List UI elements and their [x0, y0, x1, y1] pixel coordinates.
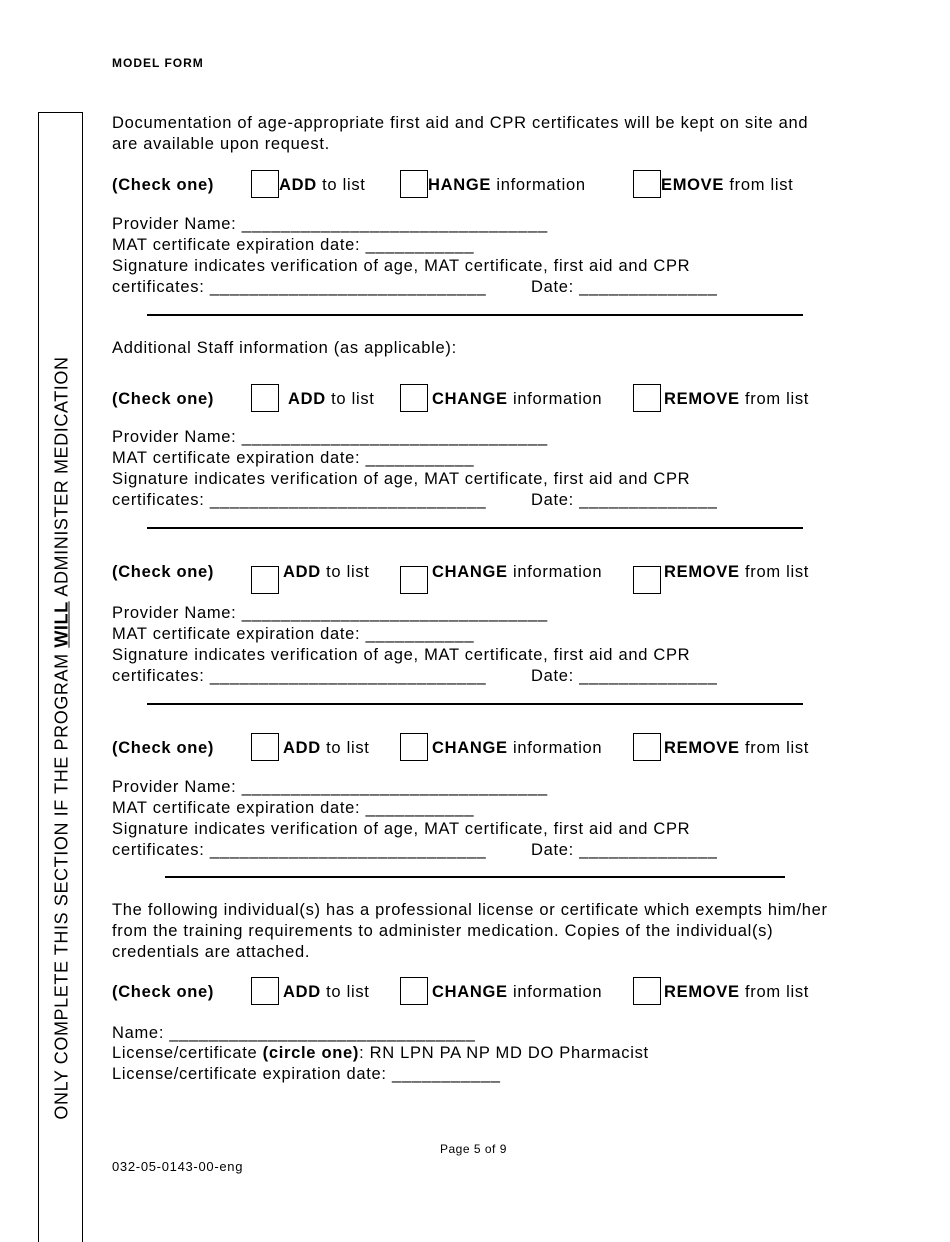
remove-checkbox[interactable] [633, 566, 661, 594]
add-checkbox[interactable] [251, 566, 279, 594]
check-row-2 [112, 384, 832, 416]
divider [165, 876, 785, 878]
check-one-label: (Check one) [112, 739, 215, 757]
signature-text: Signature indicates verification of age, MAT certificate, first aid and CPR [112, 470, 691, 488]
add-checkbox[interactable] [251, 170, 279, 198]
remove-checkbox[interactable] [633, 733, 661, 761]
add-option: ADD to list [279, 176, 366, 194]
add-checkbox[interactable] [251, 977, 279, 1005]
mat-expiration-field[interactable]: MAT certificate expiration date: ___________ [112, 799, 475, 817]
remove-option: REMOVE from list [664, 739, 810, 757]
change-checkbox[interactable] [400, 170, 428, 198]
signature-field[interactable]: certificates: ____________________________ [112, 841, 487, 859]
remove-checkbox[interactable] [633, 384, 661, 412]
side-label-emphasis: WILL [51, 601, 72, 648]
page-number: Page 5 of 9 [440, 1142, 507, 1156]
provider-name-field[interactable]: Provider Name: _______________________________ [112, 428, 548, 446]
provider-name-field[interactable]: Provider Name: _______________________________ [112, 215, 548, 233]
add-checkbox[interactable] [251, 384, 279, 412]
change-option: CHANGE information [432, 390, 603, 408]
signature-field[interactable]: certificates: ____________________________ [112, 491, 487, 509]
exemption-paragraph: The following individual(s) has a professional license or certificate which exempts him/her from the training requirements to administer medication. Copies of the individual(s) credentials are attached. [112, 901, 828, 961]
check-one-label: (Check one) [112, 563, 215, 581]
check-row-exempt [112, 977, 832, 1009]
divider [147, 314, 803, 316]
change-checkbox[interactable] [400, 733, 428, 761]
divider [147, 703, 803, 705]
divider [147, 527, 803, 529]
side-label [52, 356, 73, 1119]
change-checkbox[interactable] [400, 977, 428, 1005]
mat-expiration-field[interactable]: MAT certificate expiration date: ___________ [112, 449, 475, 467]
mat-expiration-field[interactable]: MAT certificate expiration date: ___________ [112, 236, 475, 254]
remove-option: REMOVE from list [664, 983, 810, 1001]
change-option: CHANGE information [432, 563, 603, 581]
date-field[interactable]: Date: ______________ [531, 491, 718, 509]
remove-checkbox[interactable] [633, 170, 661, 198]
change-checkbox[interactable] [400, 566, 428, 594]
add-option: ADD to list [288, 390, 375, 408]
date-field[interactable]: Date: ______________ [531, 278, 718, 296]
license-options[interactable]: : RN LPN PA NP MD DO Pharmacist [359, 1044, 649, 1062]
license-type-line [112, 1043, 649, 1064]
remove-option: REMOVE from list [664, 563, 810, 581]
remove-checkbox[interactable] [633, 977, 661, 1005]
name-field[interactable]: Name: _______________________________ [112, 1024, 476, 1042]
circle-one-label: (circle one) [262, 1044, 360, 1062]
add-option: ADD to list [283, 739, 370, 757]
change-option: CHANGE information [432, 739, 603, 757]
form-header: MODEL FORM [112, 56, 204, 70]
signature-text: Signature indicates verification of age, MAT certificate, first aid and CPR [112, 646, 691, 664]
check-one-label: (Check one) [112, 176, 215, 194]
add-option: ADD to list [283, 983, 370, 1001]
remove-option: EMOVE from list [661, 176, 794, 194]
add-checkbox[interactable] [251, 733, 279, 761]
provider-name-field[interactable]: Provider Name: _______________________________ [112, 778, 548, 796]
form-code: 032-05-0143-00-eng [112, 1159, 244, 1174]
side-label-after: ADMINISTER MEDICATION [51, 356, 72, 597]
license-prefix: License/certificate [112, 1044, 263, 1062]
add-option: ADD to list [283, 563, 370, 581]
signature-field[interactable]: certificates: ____________________________ [112, 278, 487, 296]
signature-field[interactable]: certificates: ____________________________ [112, 667, 487, 685]
side-label-before: ONLY COMPLETE THIS SECTION IF THE PROGRAM [51, 653, 72, 1120]
additional-staff-heading: Additional Staff information (as applicable): [112, 339, 457, 357]
intro-paragraph: Documentation of age-appropriate first aid and CPR certificates will be kept on site and are available upon request. [112, 114, 809, 153]
change-option: CHANGE information [432, 983, 603, 1001]
remove-option: REMOVE from list [664, 390, 810, 408]
signature-text: Signature indicates verification of age, MAT certificate, first aid and CPR [112, 257, 691, 275]
check-one-label: (Check one) [112, 983, 215, 1001]
date-field[interactable]: Date: ______________ [531, 841, 718, 859]
check-one-label: (Check one) [112, 390, 215, 408]
check-row-4 [112, 733, 832, 765]
change-checkbox[interactable] [400, 384, 428, 412]
check-row-3 [112, 561, 832, 593]
provider-name-field[interactable]: Provider Name: _______________________________ [112, 604, 548, 622]
mat-expiration-field[interactable]: MAT certificate expiration date: ___________ [112, 625, 475, 643]
change-option: HANGE information [428, 176, 586, 194]
license-expiration-field[interactable]: License/certificate expiration date: ___________ [112, 1065, 501, 1083]
date-field[interactable]: Date: ______________ [531, 667, 718, 685]
signature-text: Signature indicates verification of age, MAT certificate, first aid and CPR [112, 820, 691, 838]
check-row-1 [112, 170, 832, 202]
